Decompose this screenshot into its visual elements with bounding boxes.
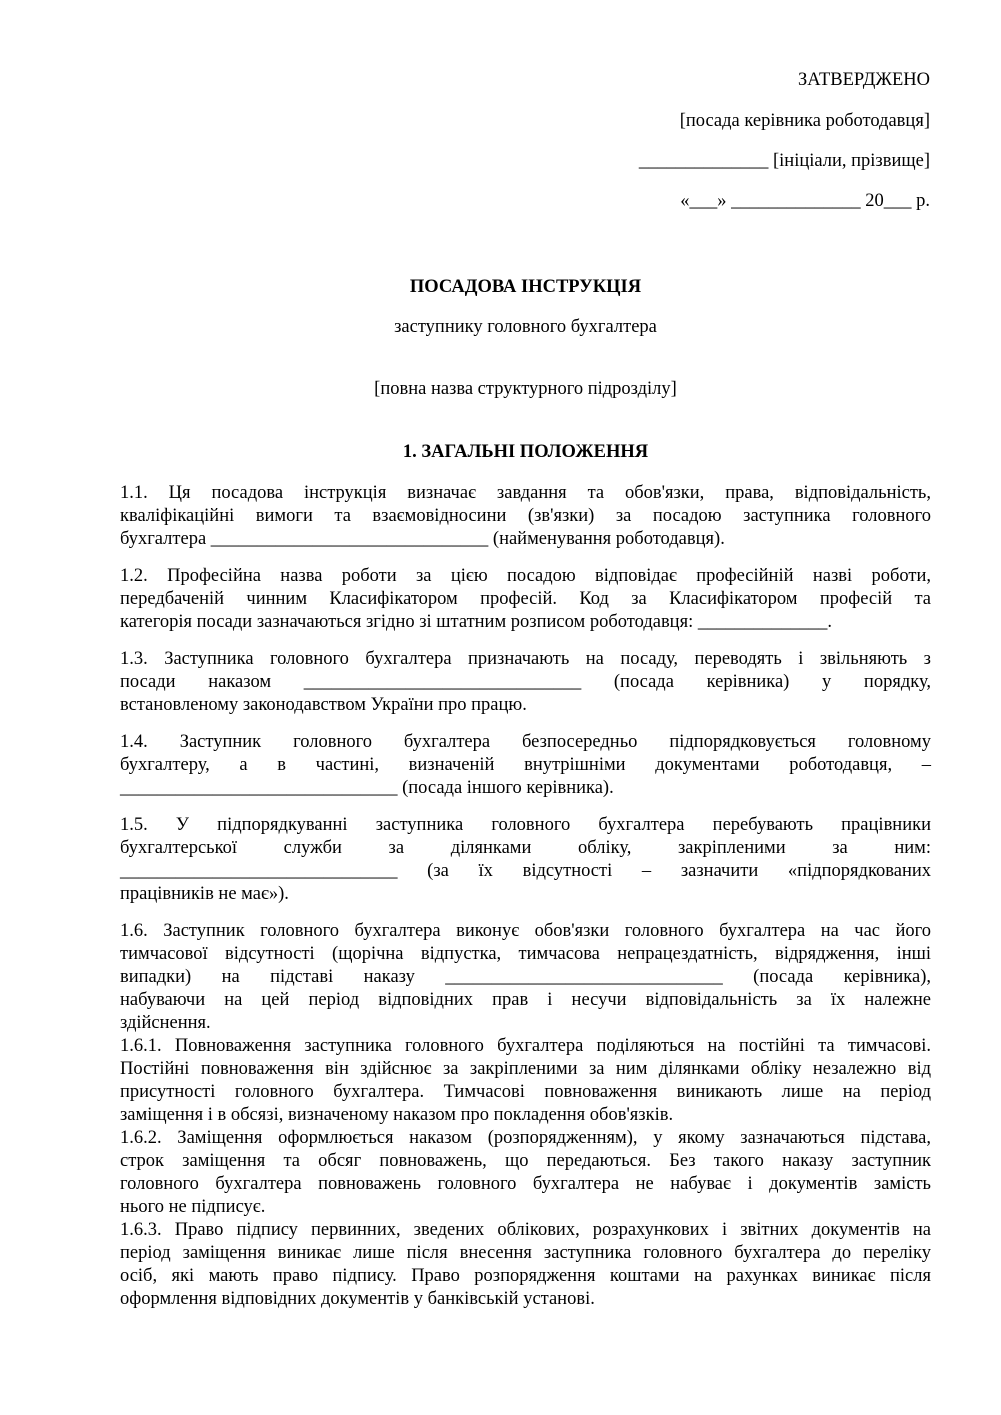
text-line: 1.5. У підпорядкуванні заступника головного бухгалтера перебувають працівники xyxy=(120,815,931,835)
text-line: нього не підписує. xyxy=(120,1197,266,1217)
text-line: строк заміщення та обсяг повноважень, що передаються. Без такого наказу заступник xyxy=(120,1151,931,1171)
text-line: кваліфікаційні вимоги та взаємовідносини (зв'язки) за посадою заступника головного xyxy=(120,506,931,526)
text-line: 1.2. Професійна назва роботи за цією посадою відповідає професійній назві роботи, xyxy=(120,566,931,586)
text-line: здійснення. xyxy=(120,1013,211,1033)
approval-date-line: «___» ______________ 20___ р. xyxy=(680,191,930,211)
text-line: період заміщення виникає лише після внесення заступника головного бухгалтера до переліку xyxy=(120,1243,931,1263)
text-line: посади наказом ______________________________ (посада керівника) у порядку, xyxy=(120,672,931,692)
paragraph-1-4 xyxy=(120,731,931,800)
text-line: працівників не має»). xyxy=(120,884,289,904)
paragraph-1-6-3 xyxy=(120,1219,931,1311)
structural-unit-placeholder: [повна назва структурного підрозділу] xyxy=(374,379,677,399)
text-line: присутності головного бухгалтера. Тимчасові повноваження виникають лише на період xyxy=(120,1082,931,1102)
document-subtitle: заступнику головного бухгалтера xyxy=(394,317,657,337)
text-line: заміщення і в обсязі, визначеному наказом про покладення обов'язків. xyxy=(120,1105,674,1125)
text-line: ______________________________ (посада іншого керівника). xyxy=(120,778,614,798)
paragraph-1-1 xyxy=(120,482,931,551)
text-line: бухгалтеру, а в частині, визначеній внутрішніми документами роботодавця, – xyxy=(120,755,931,775)
approver-position: [посада керівника роботодавця] xyxy=(679,111,930,131)
approver-initials-line: ______________ [ініціали, прізвище] xyxy=(638,151,930,171)
text-line: набуваючи на цей період відповідних прав і несучи відповідальність за їх належне xyxy=(120,990,931,1010)
paragraph-1-5 xyxy=(120,814,931,906)
text-line: тимчасової відсутності (щорічна відпустка, тимчасова непрацездатність, відрядження, інші xyxy=(120,944,931,964)
approval-stamp-label: ЗАТВЕРДЖЕНО xyxy=(797,70,930,90)
paragraph-1-6-1 xyxy=(120,1035,931,1127)
text-line: бухгалтера ______________________________ (найменування роботодавця). xyxy=(120,529,725,549)
text-line: головного бухгалтера повноважень головного бухгалтера не набуває і документів замість xyxy=(120,1174,931,1194)
text-line: встановленому законодавством України про працю. xyxy=(120,695,527,715)
text-line: випадки) на підставі наказу ______________________________ (посада керівника), xyxy=(120,967,931,987)
text-line: 1.6.1. Повноваження заступника головного бухгалтера поділяються на постійні та тимчасові. xyxy=(120,1036,931,1056)
document-body xyxy=(120,482,931,1311)
paragraph-1-6 xyxy=(120,920,931,1035)
text-line: ______________________________ (за їх відсутності – зазначити «підпорядкованих xyxy=(120,861,931,881)
document-title: ПОСАДОВА ІНСТРУКЦІЯ xyxy=(409,277,642,297)
text-line: осіб, які мають право підпису. Право розпорядження коштами на рахунках виникає після xyxy=(120,1266,931,1286)
paragraph-1-2 xyxy=(120,565,931,634)
section-heading: 1. ЗАГАЛЬНІ ПОЛОЖЕННЯ xyxy=(402,442,649,462)
text-line: 1.3. Заступника головного бухгалтера призначають на посаду, переводять і звільняють з xyxy=(120,649,931,669)
text-line: бухгалтерської служби за ділянками обліку, закріпленими за ним: xyxy=(120,838,931,858)
text-line: 1.6.3. Право підпису первинних, зведених облікових, розрахункових і звітних документів на xyxy=(120,1220,931,1240)
text-line: передбаченій чинним Класифікатором професій. Код за Класифікатором професій та xyxy=(120,589,931,609)
text-line: 1.6.2. Заміщення оформлюється наказом (розпорядженням), у якому зазначаються підстава, xyxy=(120,1128,931,1148)
text-line: Постійні повноваження він здійснює за закріпленими за ним ділянками обліку незалежно від xyxy=(120,1059,931,1079)
text-line: 1.4. Заступник головного бухгалтера безпосередньо підпорядковується головному xyxy=(120,732,931,752)
text-line: 1.1. Ця посадова інструкція визначає завдання та обов'язки, права, відповідальність, xyxy=(120,483,931,503)
paragraph-1-6-2 xyxy=(120,1127,931,1219)
text-line: оформлення відповідних документів у банківській установі. xyxy=(120,1289,595,1309)
paragraph-1-3 xyxy=(120,648,931,717)
text-line: категорія посади зазначаються згідно зі штатним розписом роботодавця: ______________. xyxy=(120,612,832,632)
text-line: 1.6. Заступник головного бухгалтера виконує обов'язки головного бухгалтера на час його xyxy=(120,921,931,941)
